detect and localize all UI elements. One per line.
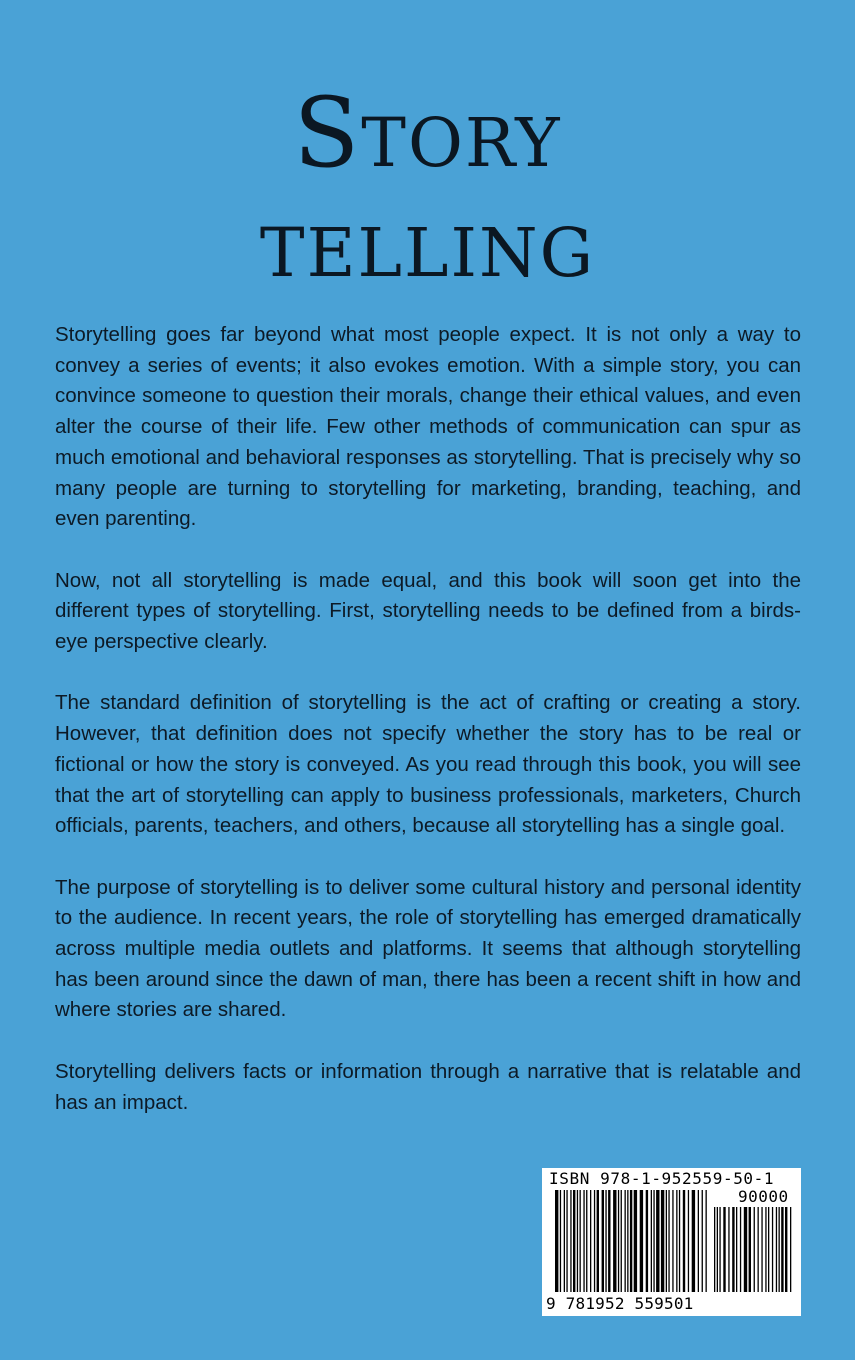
isbn-barcode	[542, 1168, 801, 1316]
paragraph-1: Storytelling goes far beyond what most people expect. It is not only a way to convey a series of events; it also evokes emotion. With a simple story, you can convince someone to question their morals, change their ethical values, and even alter the course of their life. Few other methods of communication can spur as much emotional and behavioral responses as storytelling. That is precisely why so many people are turning to storytelling for marketing, branding, teaching, and even parenting.	[55, 323, 801, 531]
paragraph-5: Storytelling delivers facts or information through a narrative that is relatable and has an impact.	[55, 1059, 801, 1114]
isbn-label: ISBN 978-1-952559-50-1	[549, 1169, 775, 1188]
title-line-telling: telling	[259, 187, 596, 299]
paragraph-4: The purpose of storytelling is to deliver some cultural history and personal identity to the audience. In recent years, the role of storytelling has emerged dramatically across multiple media outlets and platforms. It seems that although storytelling has been around since the dawn of man, there has been a recent shift in how and where stories are shared.	[55, 875, 801, 1022]
paragraph-2: Now, not all storytelling is made equal, and this book will soon get into the different types of storytelling. First, storytelling needs to be defined from a birds-eye perspective clearly.	[55, 568, 801, 654]
paragraph-3: The standard definition of storytelling is the act of crafting or creating a story. However, that definition does not specify whether the story has to be real or fictional or how the story is conveyed. As you read through this book, you will see that the art of storytelling can apply to business professionals, marketers, Church officials, parents, teachers, and others, because all storytelling has a single goal.	[55, 691, 801, 838]
price-code: 90000	[738, 1187, 789, 1206]
ean-digits: 9 781952 559501	[546, 1294, 694, 1313]
back-cover-blurb	[55, 320, 801, 1118]
title-line-story: Story	[293, 77, 562, 189]
